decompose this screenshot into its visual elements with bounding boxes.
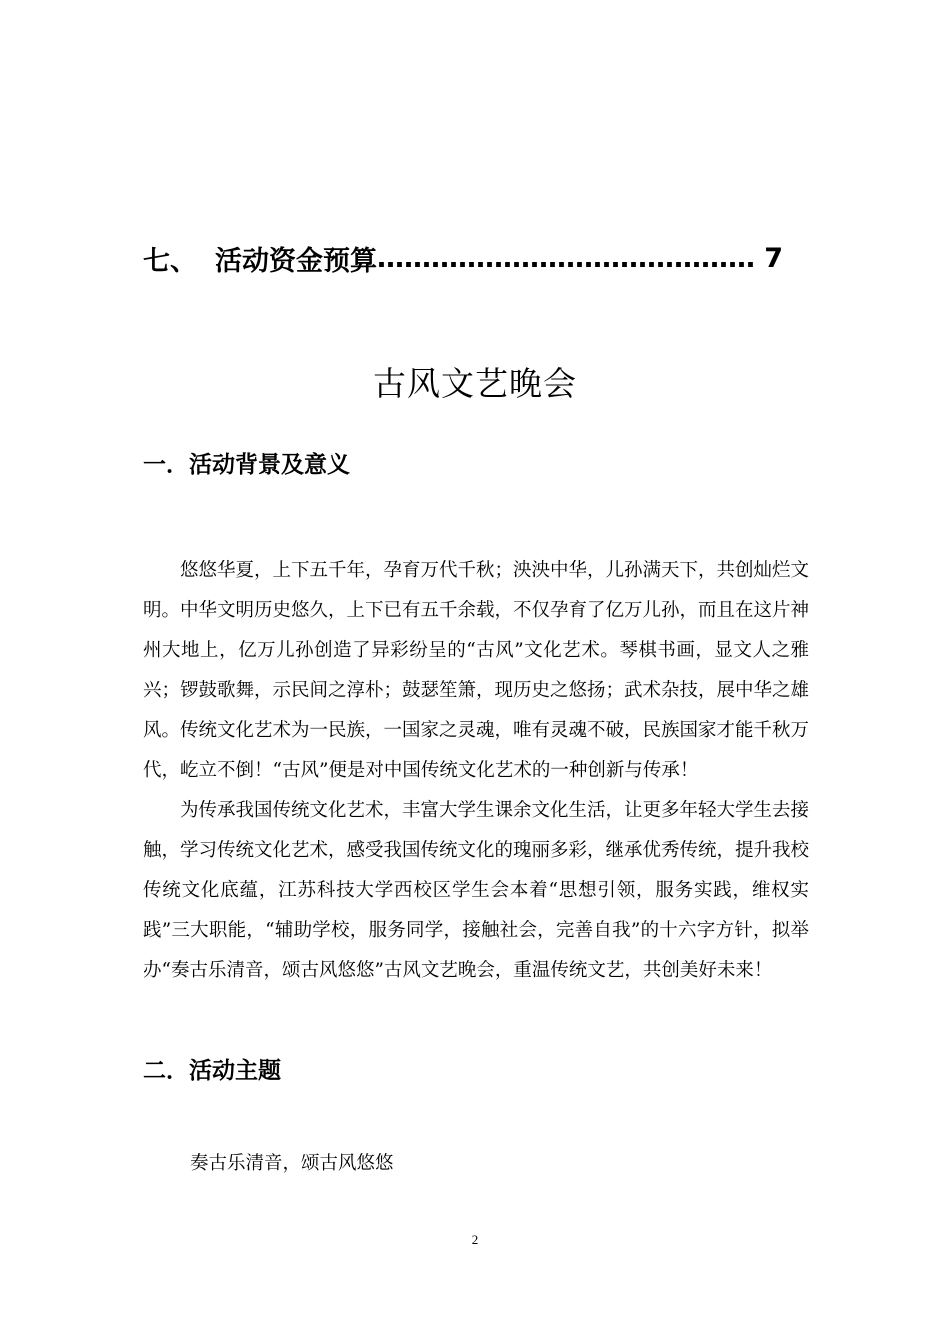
toc-entry-page-number: 7 [764,242,783,274]
document-title: 古风文艺晚会 [373,364,577,403]
toc-entry-number: 七、 [143,245,197,277]
page-number: 2 [471,1232,479,1247]
section-heading-background: 一．活动背景及意义 [143,452,350,478]
toc-entry-leader-dots: …………………………………… [377,242,755,274]
paragraph: 悠悠华夏，上下五千年，孕育万代千秋；泱泱中华，儿孙满天下，共创灿烂文明。中华文明历史悠久，上下已有五千余载，不仅孕育了亿万儿孙，而且在这片神州大地上，亿万儿孙创造了异彩纷呈的“古风”文化艺术。琴棋书画，显文人之雅兴；锣鼓歌舞，示民间之淳朴；鼓瑟笙箫，现历史之悠扬；武术杂技，展中华之雄风。传统文化艺术为一民族，一国家之灵魂，唯有灵魂不破，民族国家才能千秋万代，屹立不倒！“古风”便是对中国传统文化艺术的一种创新与传承！ [143,560,810,781]
toc-entry[interactable] [143,236,783,280]
section-heading-theme: 二．活动主题 [143,1058,281,1084]
paragraph: 为传承我国传统文化艺术，丰富大学生课余文化生活，让更多年轻大学生去接触，学习传统文化艺术，感受我国传统文化的瑰丽多彩，继承优秀传统，提升我校传统文化底蕴，江苏科技大学西校区学生会本着“思想引领，服务实践，维权实践”三大职能，“辅助学校，服务同学，接触社会，完善自我”的十六字方针，拟举办“奏古乐清音，颂古风悠悠”古风文艺晚会，重温传统文艺，共创美好未来！ [143,800,810,981]
toc-entry-label: 活动资金预算 [215,245,377,277]
theme-text: 奏古乐清音，颂古风悠悠 [190,1153,394,1174]
section-body-background [143,551,809,991]
